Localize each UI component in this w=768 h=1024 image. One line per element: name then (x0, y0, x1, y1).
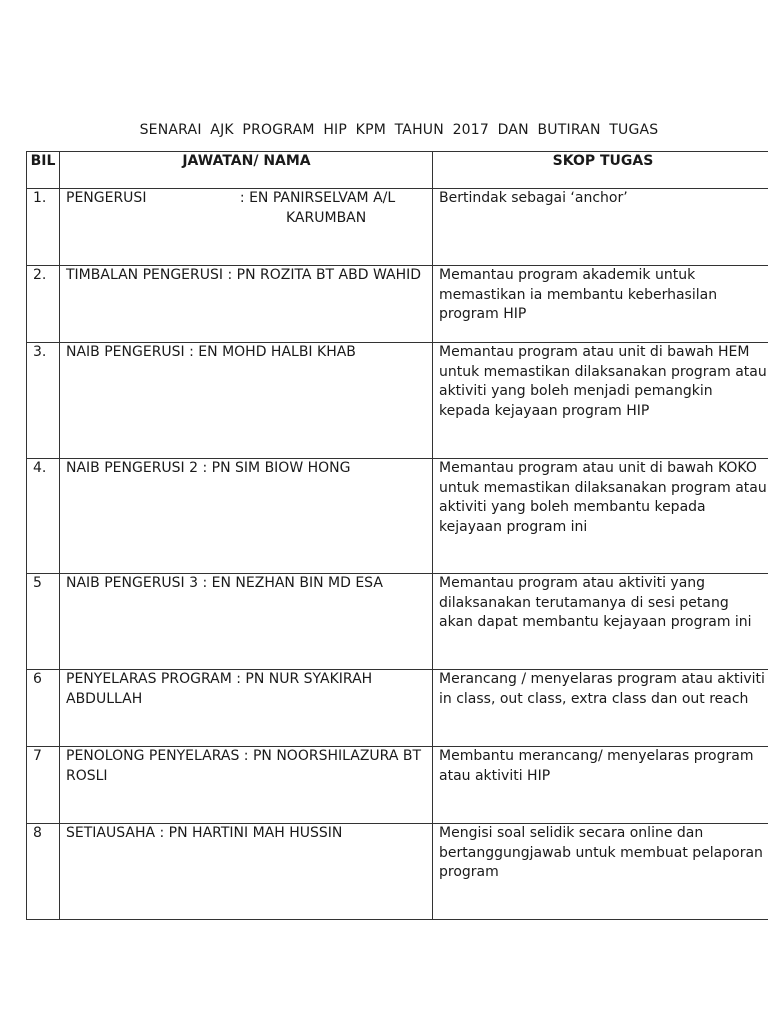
header-jawatan: JAWATAN/ NAMA (60, 152, 433, 189)
header-bil: BIL (27, 152, 60, 189)
cell-jawatan: PENOLONG PENYELARAS : PN NOORSHILAZURA BT ROSLI (60, 747, 433, 824)
jawatan-line: PENGERUSI : EN PANIRSELVAM A/L (66, 190, 396, 206)
header-skop: SKOP TUGAS (433, 152, 768, 189)
table-row (27, 747, 768, 824)
cell-jawatan: TIMBALAN PENGERUSI : PN ROZITA BT ABD WAHID (60, 266, 433, 343)
cell-skop: Membantu merancang/ menyelaras program atau aktiviti HIP (433, 747, 768, 824)
document-title: SENARAI AJK PROGRAM HIP KPM TAHUN 2017 DAN BUTIRAN TUGAS (139, 122, 659, 138)
cell-bil: 6 (27, 670, 60, 747)
table-row (27, 266, 768, 343)
table-row (27, 824, 768, 920)
cell-jawatan: NAIB PENGERUSI 3 : EN NEZHAN BIN MD ESA (60, 574, 433, 670)
cell-bil: 5 (27, 574, 60, 670)
cell-bil: 7 (27, 747, 60, 824)
cell-jawatan: NAIB PENGERUSI : EN MOHD HALBI KHAB (60, 343, 433, 459)
table-header-row (27, 152, 768, 189)
cell-skop: Merancang / menyelaras program atau aktiviti in class, out class, extra class dan out reach (433, 670, 768, 747)
cell-bil: 4. (27, 459, 60, 574)
cell-jawatan: NAIB PENGERUSI 2 : PN SIM BIOW HONG (60, 459, 433, 574)
cell-bil: 1. (27, 189, 60, 266)
table-row (27, 574, 768, 670)
table-row (27, 670, 768, 747)
table-row (27, 189, 768, 266)
cell-skop: Memantau program atau aktiviti yang dilaksanakan terutamanya di sesi petang akan dapat membantu kejayaan program ini (433, 574, 768, 670)
cell-skop: Memantau program akademik untuk memastikan ia membantu keberhasilan program HIP (433, 266, 768, 343)
table-row (27, 343, 768, 459)
cell-bil: 8 (27, 824, 60, 920)
cell-skop: Mengisi soal selidik secara online dan bertanggungjawab untuk membuat pelaporan program (433, 824, 768, 920)
cell-bil: 3. (27, 343, 60, 459)
committee-table (26, 151, 768, 920)
cell-jawatan: SETIAUSAHA : PN HARTINI MAH HUSSIN (60, 824, 433, 920)
cell-bil: 2. (27, 266, 60, 343)
jawatan-line: KARUMBAN (286, 209, 367, 226)
cell-jawatan: PENYELARAS PROGRAM : PN NUR SYAKIRAH ABDULLAH (60, 670, 433, 747)
cell-skop: Memantau program atau unit di bawah HEM untuk memastikan dilaksanakan program atau aktiviti yang boleh menjadi pemangkin kepada kejayaan program HIP (433, 343, 768, 459)
cell-skop: Memantau program atau unit di bawah KOKO untuk memastikan dilaksanakan program atau aktiviti yang boleh membantu kepada kejayaan program ini (433, 459, 768, 574)
cell-jawatan (60, 189, 433, 266)
table-row (27, 459, 768, 574)
cell-skop: Bertindak sebagai ‘anchor’ (433, 189, 768, 266)
